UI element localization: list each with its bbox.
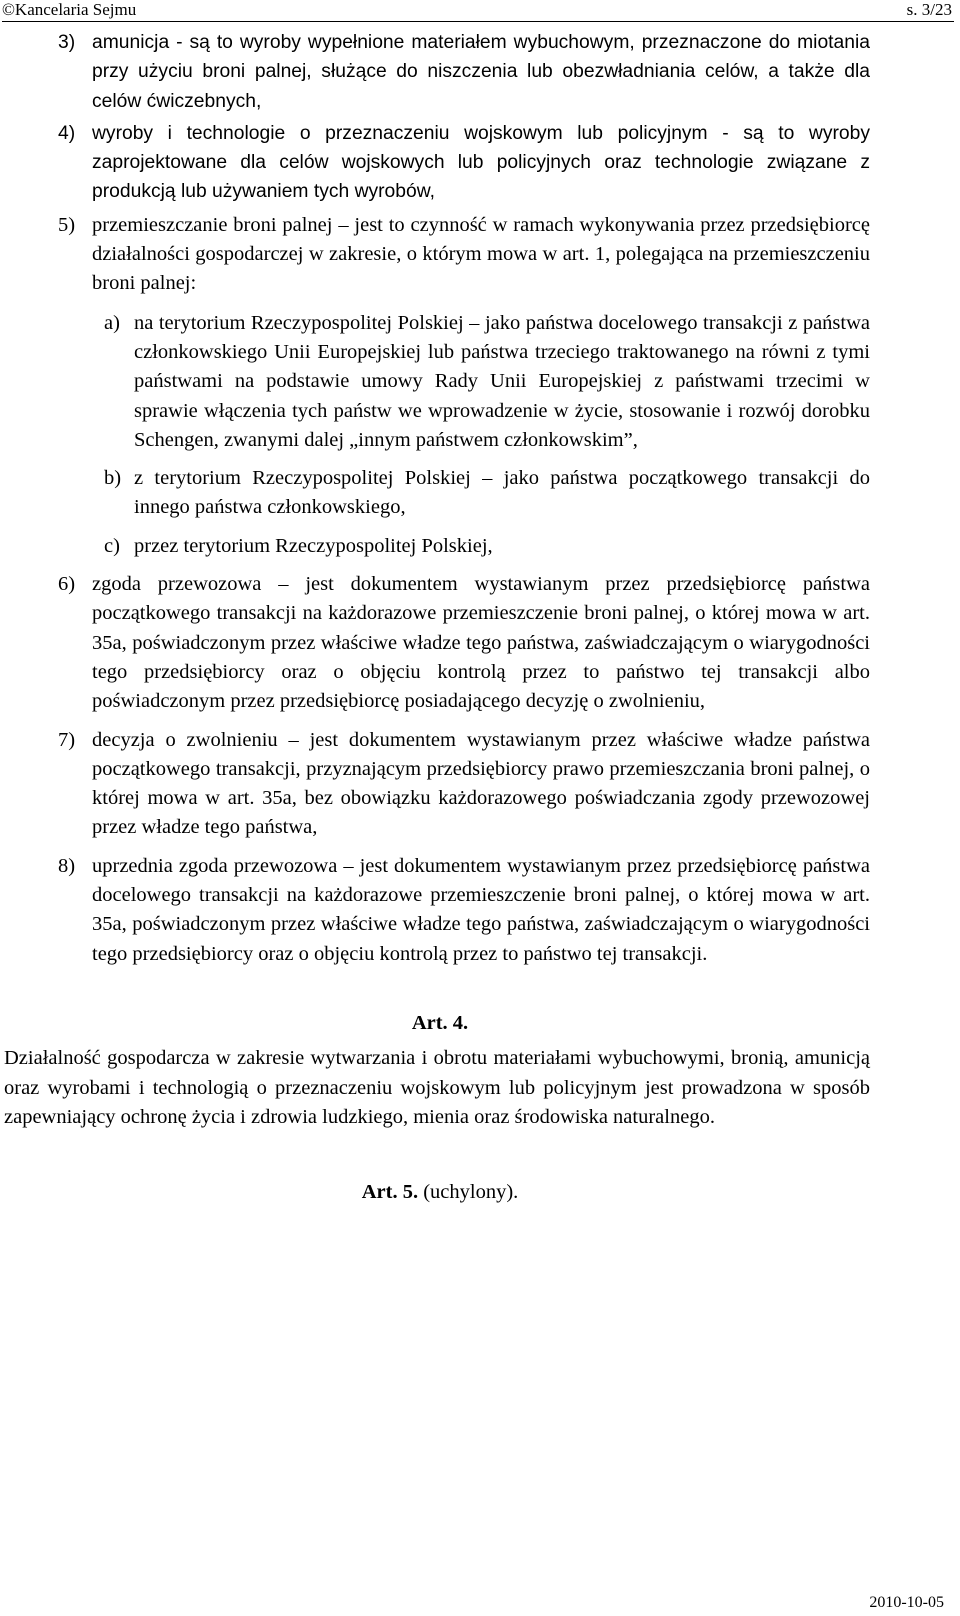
definition-item-5 (0, 211, 960, 299)
item-number: 6) (58, 573, 76, 596)
sub-item-text: na terytorium Rzeczypospolitej Polskiej – jako państwa docelowego transakcji z państwa członkowskiego Unii Europejskiej lub państwa trzeciego traktowanego na równi z tymi państwami na podstawie umowy Rady Unii Europejskiej z państwami trzecimi w sprawie włączenia tych państw we wprowadzenie w życie, stosowanie i rozwój dorobku Schengen, zwanymi dalej „innym państwem członkowskim”, (134, 311, 870, 451)
item-text: uprzednia zgoda przewozowa – jest dokumentem wystawianym przez przedsiębiorcę państwa docelowego transakcji na każdorazowe przemieszczenie broni palnej, o której mowa w art. 35a, poświadczonym przez właściwe władze tego państwa, zaświadczającym o wiarygodności tego przedsiębiorcy oraz o objęciu kontrolą przez to państwo tej transakcji. (92, 854, 870, 965)
header-divider (2, 21, 954, 22)
item-number: 3) (58, 32, 76, 53)
sub-item-letter: a) (104, 311, 120, 334)
sub-item-text: z terytorium Rzeczypospolitej Polskiej – jako państwa początkowego transakcji do innego państwa członkowskiego, (134, 467, 870, 519)
page-header (0, 0, 960, 22)
item-text: przemieszczanie broni palnej – jest to czynność w ramach wykonywania przez przedsiębiorcę działalności gospodarczej w zakresie, o którym mowa w art. 1, polegająca na przemieszczeniu broni palnej: (92, 213, 870, 295)
item-text: wyroby i technologie o przeznaczeniu wojskowym lub policyjnym - są to wyroby zaprojektowane dla celów wojskowych lub policyjnych oraz technologie związane z produkcją lub używaniem tych wyrobów, (92, 122, 870, 203)
definition-item-3 (0, 28, 960, 116)
sub-item-b (0, 464, 960, 523)
sub-item-letter: c) (104, 534, 120, 557)
definition-item-4 (0, 119, 960, 207)
item-number: 8) (58, 854, 76, 877)
sub-item-a (0, 309, 960, 455)
item-number: 5) (58, 213, 76, 236)
publication-date: 2010-10-05 (869, 1594, 944, 1611)
article-4-title: Art. 4. (411, 1011, 469, 1034)
sub-item-c (0, 532, 960, 561)
item-number: 7) (58, 728, 76, 751)
definition-item-6 (0, 570, 960, 716)
sub-item-text: przez terytorium Rzeczypospolitej Polskiej, (134, 534, 493, 557)
item-text: zgoda przewozowa – jest dokumentem wystawianym przez przedsiębiorcę państwa początkowego transakcji na każdorazowe przemieszczenie broni palnej, o której mowa w art. 35a, poświadczonym przez właściwe władze tego państwa, zaświadczającym o wiarygodności tego przedsiębiorcy oraz o objęciu kontrolą przez to państwo tej transakcji albo poświadczonym przez przedsiębiorcę posiadającego decyzję o zwolnieniu, (92, 573, 870, 713)
item-text: decyzja o zwolnieniu – jest dokumentem wystawianym przez właściwe władze państwa początkowego transakcji, przyznającym przedsiębiorcy prawo przemieszczania broni palnej, o której mowa w art. 35a, bez obowiązku każdorazowego poświadczania zgody przewozowej przez władze tego państwa, (92, 728, 870, 839)
article-5-title (0, 1178, 960, 1207)
article-4-text: Działalność gospodarcza w zakresie wytwarzania i obrotu materiałami wybuchowymi, bronią, amunicją oraz wyrobami i technologią o przeznaczeniu wojskowym lub policyjnym jest prowadzona w sposób zapewniający ochronę życia i zdrowia ludzkiego, mienia oraz środowiska naturalnego. (4, 1047, 870, 1128)
article-5-heading: Art. 5. (361, 1181, 419, 1204)
definition-item-8 (0, 852, 960, 969)
item-number: 4) (58, 122, 76, 144)
item-text: amunicja - są to wyroby wypełnione materiałem wybuchowym, przeznaczone do miotania przy użyciu broni palnej, służące do niszczenia lub obezwładniania celów, a także dla celów ćwiczebnych, (92, 32, 870, 112)
document-body (0, 28, 960, 1207)
sub-item-letter: b) (104, 467, 122, 490)
publisher-label: ©Kancelaria Sejmu (2, 0, 137, 19)
page-number: s. 3/23 (906, 0, 952, 19)
article-5-note: (uchylony). (423, 1181, 519, 1204)
definition-item-7 (0, 726, 960, 843)
